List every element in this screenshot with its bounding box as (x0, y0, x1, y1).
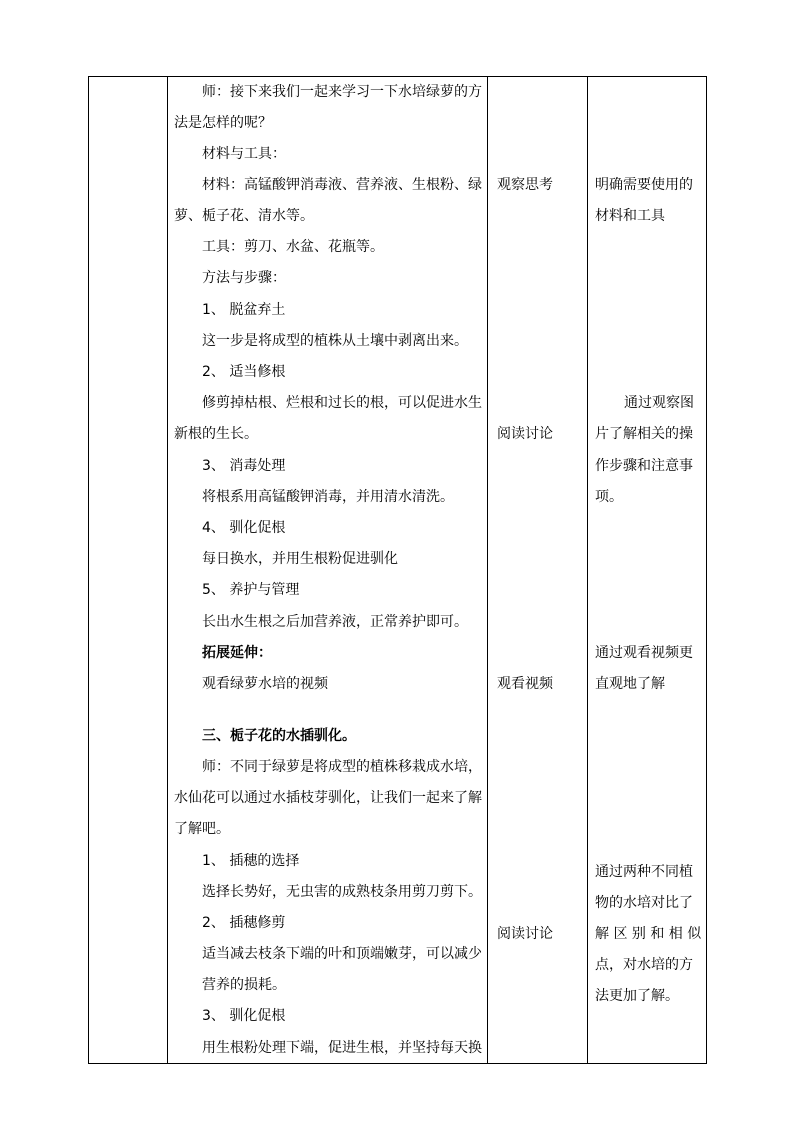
text-line: 材料与工具： (202, 146, 286, 162)
text-line: 材料：高锰酸钾消毒液、营养液、生根粉、绿 (202, 177, 482, 193)
text-line: 物的水培对比了 (595, 895, 693, 911)
text-line: 阅读讨论 (497, 926, 553, 942)
teaching-content-cell (168, 77, 486, 1063)
text-line: 直观地了解 (595, 676, 665, 692)
text-line: 3、 驯化促根 (202, 1008, 286, 1024)
text-line: 4、 驯化促根 (202, 520, 286, 536)
text-line: 1、 脱盆弃土 (202, 302, 286, 318)
text-line: 片了解相关的操 (595, 426, 693, 442)
text-line: 三、栀子花的水插驯化。 (202, 728, 356, 744)
text-line: 法是怎样的呢？ (174, 115, 272, 131)
text-line: 萝、栀子花、清水等。 (174, 208, 314, 224)
text-line: 解 区 别 和 相 似 (595, 926, 702, 942)
text-line: 修剪掉枯根、烂根和过长的根，可以促进水生 (202, 395, 482, 411)
text-line: 材料和工具 (595, 208, 665, 224)
text-line: 观看绿萝水培的视频 (202, 676, 328, 692)
text-line: 法更加了解。 (595, 988, 679, 1004)
text-line: 通过观察图 (624, 395, 694, 411)
text-line: 1、 插穗的选择 (202, 853, 300, 869)
student-activity-cell (488, 77, 586, 1063)
text-line: 工具：剪刀、水盆、花瓶等。 (202, 239, 384, 255)
text-line: 3、 消毒处理 (202, 458, 286, 474)
text-line: 水仙花可以通过水插枝芽驯化，让我们一起来了解 (174, 790, 482, 806)
text-line: 将根系用高锰酸钾消毒，并用清水清洗。 (202, 489, 454, 505)
text-line: 通过两种不同植 (595, 864, 693, 880)
text-line: 了解吧。 (174, 821, 230, 837)
lesson-table (88, 76, 707, 1064)
text-line: 通过观看视频更 (595, 645, 693, 661)
text-line: 拓展延伸： (202, 645, 272, 661)
text-line: 5、 养护与管理 (202, 582, 300, 598)
text-line: 方法与步骤： (202, 270, 286, 286)
text-line: 新根的生长。 (174, 426, 258, 442)
text-line: 适当减去枝条下端的叶和顶端嫩芽，可以减少 (202, 946, 482, 962)
text-line: 明确需要使用的 (595, 177, 693, 193)
text-line: 阅读讨论 (497, 426, 553, 442)
text-line: 2、 适当修根 (202, 364, 286, 380)
text-line: 用生根粉处理下端，促进生根，并坚持每天换 (202, 1040, 482, 1056)
text-line: 这一步是将成型的植株从土壤中剥离出来。 (202, 333, 468, 349)
text-line: 营养的损耗。 (202, 977, 286, 993)
text-line: 2、 插穗修剪 (202, 915, 286, 931)
text-line: 每日换水，并用生根粉促进驯化 (202, 551, 398, 567)
column-1-cell (89, 77, 167, 1063)
text-line: 长出水生根之后加营养液，正常养护即可。 (202, 614, 468, 630)
text-line: 点，对水培的方 (595, 957, 693, 973)
text-line: 观察思考 (497, 177, 553, 193)
text-line: 选择长势好，无虫害的成熟枝条用剪刀剪下。 (202, 884, 482, 900)
text-line: 作步骤和注意事 (595, 458, 693, 474)
text-line: 师：接下来我们一起来学习一下水培绿萝的方 (202, 84, 482, 100)
text-line: 观看视频 (497, 676, 553, 692)
design-intent-cell (588, 77, 706, 1063)
text-line: 师：不同于绿萝是将成型的植株移栽成水培， (202, 759, 482, 775)
text-line: 项。 (595, 489, 623, 505)
